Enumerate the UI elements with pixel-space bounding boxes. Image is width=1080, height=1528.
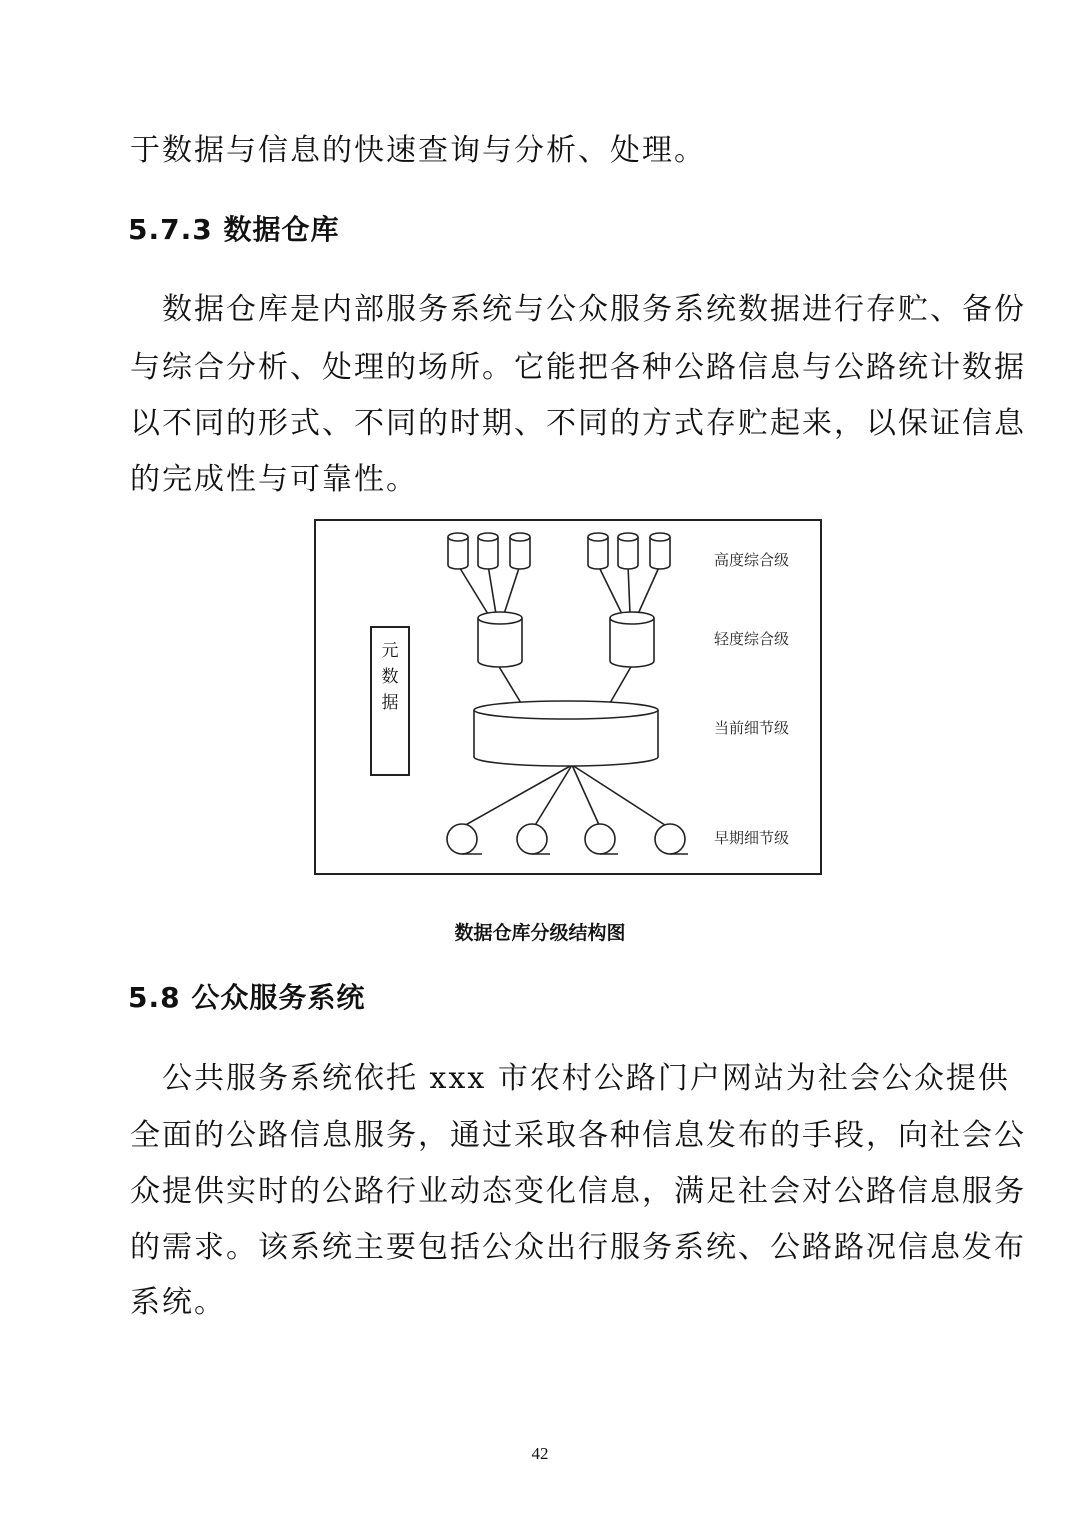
tape-icon: [517, 824, 550, 854]
connector-line: [488, 565, 496, 614]
connector-line: [458, 565, 488, 614]
page-number: 42: [531, 1444, 549, 1463]
cylinder-icon: [588, 533, 608, 569]
paragraph-line: 于数据与信息的快速查询与分析、处理。: [130, 133, 706, 168]
cylinder-icon: [650, 533, 670, 569]
level-label: 轻度综合级: [714, 630, 790, 648]
connector-line: [628, 565, 630, 614]
paragraph-line: 的需求。该系统主要包括公众出行服务系统、公路路况信息发布: [130, 1230, 1026, 1265]
connector-line: [638, 565, 660, 614]
connector-line: [598, 565, 622, 614]
paragraph-line: 公共服务系统依托 xxx 市农村公路门户网站为社会公众提供: [130, 1061, 1010, 1096]
cylinder-icon: [448, 533, 468, 569]
paragraph-line: 以不同的形式、不同的时期、不同的方式存贮起来，以保证信息: [130, 406, 1026, 441]
connector-line: [534, 765, 572, 827]
metadata-char: 据: [381, 693, 399, 713]
connector-line: [610, 665, 632, 703]
metadata-char: 元: [381, 641, 399, 661]
connector-line: [462, 765, 572, 827]
figure-caption: 数据仓库分级结构图: [454, 922, 626, 944]
metadata-char: 数: [381, 667, 399, 687]
data-warehouse-diagram: [314, 519, 822, 875]
tape-icon: [655, 824, 688, 854]
cylinder-icon: [478, 533, 498, 569]
paragraph-line: 数据仓库是内部服务系统与公众服务系统数据进行存贮、备份: [130, 292, 1026, 327]
paragraph-line: 众提供实时的公路行业动态变化信息，满足社会对公路信息服务: [130, 1174, 1026, 1209]
section-heading-5-8: 5.8 公众服务系统: [128, 981, 366, 1014]
section-heading-5-7-3: 5.7.3 数据仓库: [128, 213, 340, 246]
cylinder-icon: [510, 533, 530, 569]
cylinder-icon: [478, 612, 522, 667]
paragraph-line: 全面的公路信息服务，通过采取各种信息发布的手段，向社会公: [130, 1118, 1026, 1153]
tape-icon: [447, 824, 482, 854]
connector-line: [504, 565, 520, 614]
paragraph-line: 系统。: [130, 1285, 226, 1320]
paragraph-line: 与综合分析、处理的场所。它能把各种公路信息与公路统计数据: [130, 350, 1026, 385]
cylinder-icon: [474, 701, 658, 766]
metadata-box: [370, 626, 410, 776]
level-label: 高度综合级: [714, 551, 790, 569]
connector-line: [498, 665, 521, 703]
level-label: 早期细节级: [714, 829, 790, 847]
level-label: 当前细节级: [714, 719, 790, 737]
cylinder-icon: [618, 533, 638, 569]
tape-icon: [585, 824, 618, 854]
paragraph-line: 的完成性与可靠性。: [130, 462, 418, 497]
cylinder-icon: [610, 612, 654, 667]
